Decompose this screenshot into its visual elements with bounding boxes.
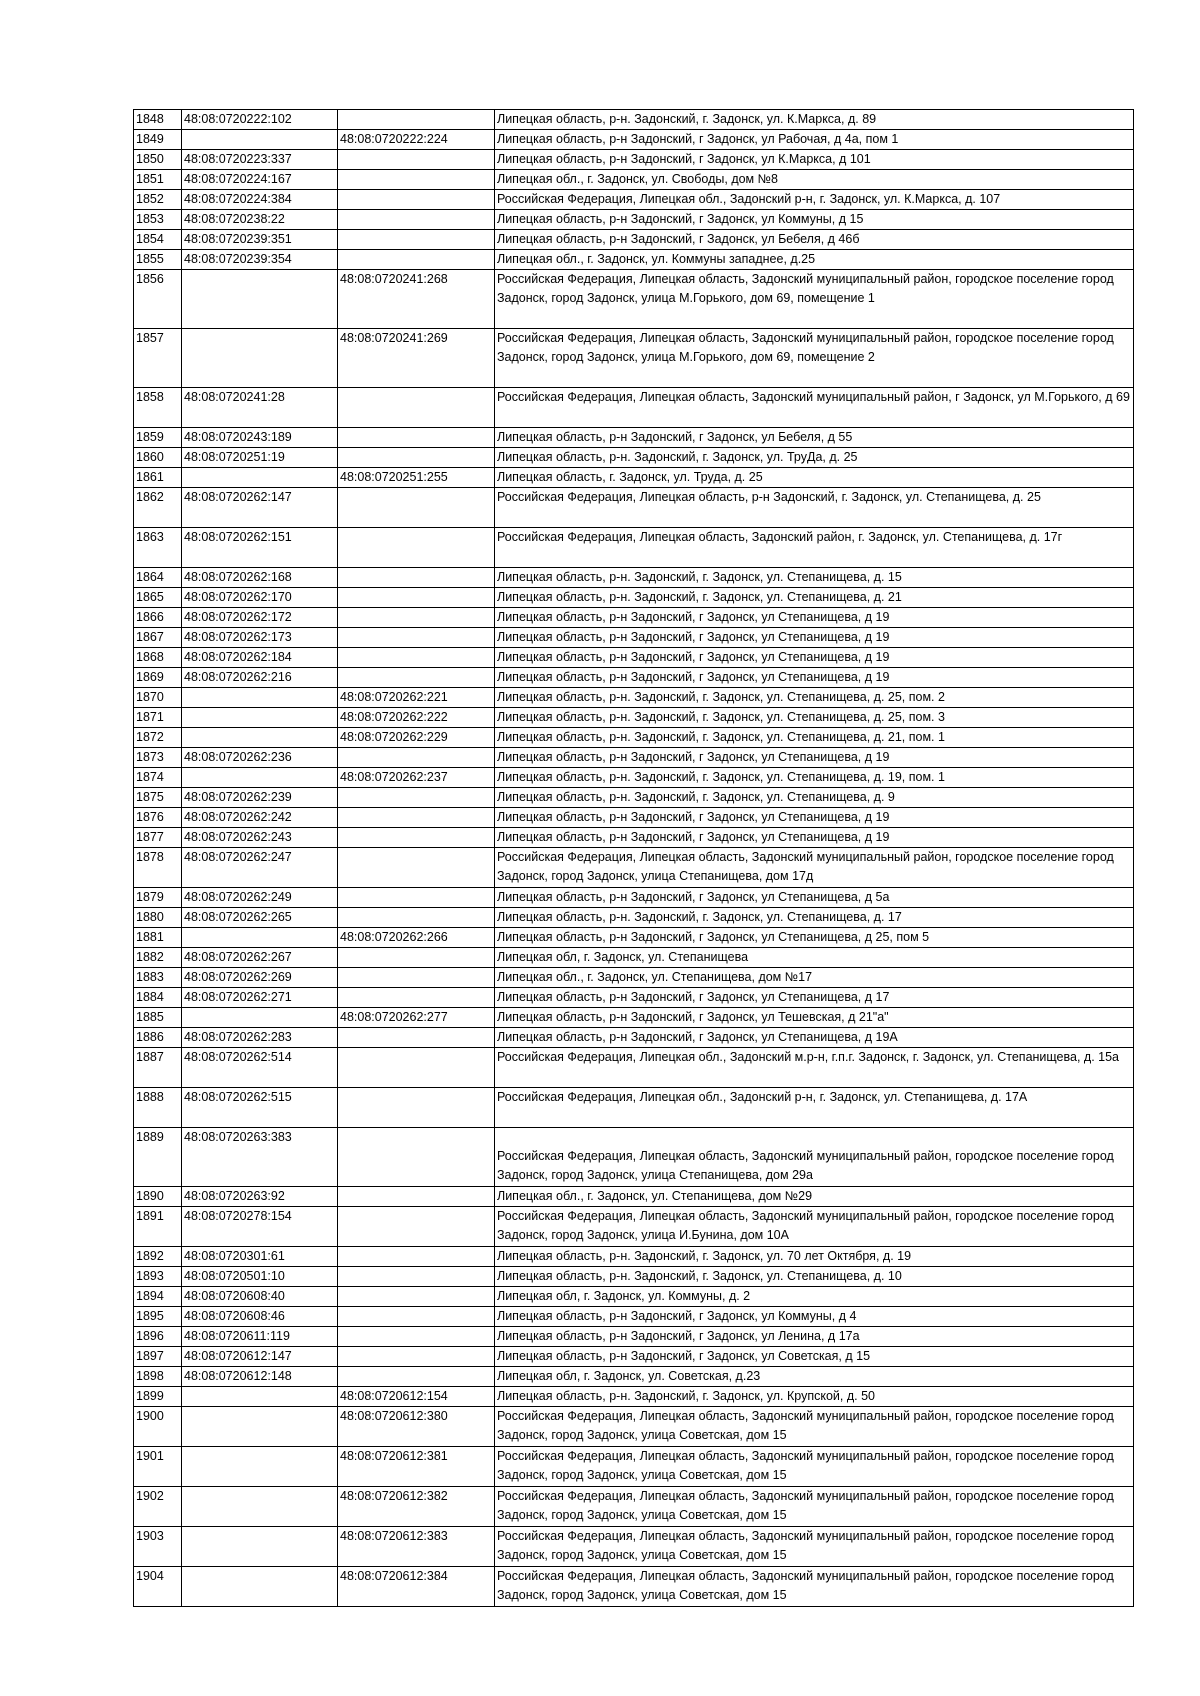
address-cell: Российская Федерация, Липецкая область, Задонский муниципальный район, городское поселение город Задонск, город Задонск, улица М.Горького, дом 69, помещение 1 <box>495 270 1134 329</box>
address-cell: Липецкая область, р-н Задонский, г Задонск, ул Степанищева, д 25, пом 5 <box>495 928 1134 948</box>
cadastral-number-cell: 48:08:0720262:184 <box>182 648 338 668</box>
row-number-cell: 1850 <box>134 150 182 170</box>
premises-cadastral-number-cell <box>338 1287 495 1307</box>
premises-cadastral-number-cell <box>338 968 495 988</box>
row-number-cell: 1865 <box>134 588 182 608</box>
row-number-cell: 1882 <box>134 948 182 968</box>
cadastral-number-cell: 48:08:0720239:351 <box>182 230 338 250</box>
table-row <box>134 1527 1134 1567</box>
premises-cadastral-number-cell: 48:08:0720251:255 <box>338 468 495 488</box>
cadastral-number-cell <box>182 329 338 388</box>
cadastral-number-cell: 48:08:0720224:167 <box>182 170 338 190</box>
cadastral-number-cell <box>182 1567 338 1607</box>
table-row <box>134 388 1134 428</box>
row-number-cell: 1887 <box>134 1048 182 1088</box>
cadastral-number-cell: 48:08:0720262:247 <box>182 848 338 888</box>
row-number-cell: 1848 <box>134 110 182 130</box>
row-number-cell: 1876 <box>134 808 182 828</box>
premises-cadastral-number-cell: 48:08:0720241:269 <box>338 329 495 388</box>
table-row <box>134 648 1134 668</box>
address-cell: Липецкая область, р-н Задонский, г Задонск, ул Коммуны, д 15 <box>495 210 1134 230</box>
row-number-cell: 1886 <box>134 1028 182 1048</box>
address-cell: Российская Федерация, Липецкая область, Задонский муниципальный район, городское поселение город Задонск, город Задонск, улица Советская, дом 15 <box>495 1447 1134 1487</box>
row-number-cell: 1869 <box>134 668 182 688</box>
cadastral-number-cell: 48:08:0720238:22 <box>182 210 338 230</box>
premises-cadastral-number-cell: 48:08:0720612:383 <box>338 1527 495 1567</box>
row-number-cell: 1893 <box>134 1267 182 1287</box>
row-number-cell: 1884 <box>134 988 182 1008</box>
premises-cadastral-number-cell: 48:08:0720262:266 <box>338 928 495 948</box>
cadastral-number-cell: 48:08:0720262:271 <box>182 988 338 1008</box>
row-number-cell: 1873 <box>134 748 182 768</box>
cadastral-number-cell: 48:08:0720301:61 <box>182 1247 338 1267</box>
row-number-cell: 1891 <box>134 1207 182 1247</box>
address-cell: Липецкая область, р-н Задонский, г Задонск, ул Ленина, д 17а <box>495 1327 1134 1347</box>
address-cell: Липецкая область, р-н. Задонский, г. Задонск, ул. Степанищева, д. 21 <box>495 588 1134 608</box>
row-number-cell: 1871 <box>134 708 182 728</box>
premises-cadastral-number-cell <box>338 848 495 888</box>
row-number-cell: 1900 <box>134 1407 182 1447</box>
row-number-cell: 1856 <box>134 270 182 329</box>
table-row <box>134 1347 1134 1367</box>
cadastral-number-cell <box>182 270 338 329</box>
premises-cadastral-number-cell <box>338 668 495 688</box>
cadastral-number-cell: 48:08:0720278:154 <box>182 1207 338 1247</box>
table-row <box>134 668 1134 688</box>
premises-cadastral-number-cell <box>338 1207 495 1247</box>
cadastral-number-cell: 48:08:0720262:242 <box>182 808 338 828</box>
premises-cadastral-number-cell <box>338 1307 495 1327</box>
property-register-table <box>133 109 1134 1607</box>
address-cell: Липецкая обл., г. Задонск, ул. Степанищева, дом №29 <box>495 1187 1134 1207</box>
address-cell: Российская Федерация, Липецкая обл., Задонский р-н, г. Задонск, ул. Степанищева, д. 17А <box>495 1088 1134 1128</box>
address-cell: Липецкая область, р-н. Задонский, г. Задонск, ул. Степанищева, д. 9 <box>495 788 1134 808</box>
table-row <box>134 1567 1134 1607</box>
address-cell: Липецкая область, р-н. Задонский, г. Задонск, ул. Степанищева, д. 21, пом. 1 <box>495 728 1134 748</box>
table-row <box>134 908 1134 928</box>
cadastral-number-cell <box>182 688 338 708</box>
premises-cadastral-number-cell: 48:08:0720262:221 <box>338 688 495 708</box>
address-cell: Липецкая область, р-н Задонский, г Задонск, ул Степанищева, д 19 <box>495 808 1134 828</box>
row-number-cell: 1901 <box>134 1447 182 1487</box>
address-cell: Липецкая область, р-н. Задонский, г. Задонск, ул. Степанищева, д. 10 <box>495 1267 1134 1287</box>
row-number-cell: 1904 <box>134 1567 182 1607</box>
premises-cadastral-number-cell <box>338 1247 495 1267</box>
cadastral-number-cell <box>182 768 338 788</box>
cadastral-number-cell: 48:08:0720262:151 <box>182 528 338 568</box>
cadastral-number-cell <box>182 1447 338 1487</box>
row-number-cell: 1894 <box>134 1287 182 1307</box>
premises-cadastral-number-cell <box>338 428 495 448</box>
cadastral-number-cell: 48:08:0720262:173 <box>182 628 338 648</box>
premises-cadastral-number-cell <box>338 1028 495 1048</box>
cadastral-number-cell: 48:08:0720223:337 <box>182 150 338 170</box>
table-row <box>134 1187 1134 1207</box>
cadastral-number-cell: 48:08:0720263:383 <box>182 1128 338 1187</box>
address-cell: Российская Федерация, Липецкая область, Задонский муниципальный район, городское поселение город Задонск, город Задонск, улица Советская, дом 15 <box>495 1527 1134 1567</box>
premises-cadastral-number-cell <box>338 568 495 588</box>
table-row <box>134 329 1134 388</box>
row-number-cell: 1883 <box>134 968 182 988</box>
address-cell: Липецкая область, р-н. Задонский, г. Задонск, ул. Крупской, д. 50 <box>495 1387 1134 1407</box>
table-body <box>134 110 1134 1607</box>
table-row <box>134 210 1134 230</box>
row-number-cell: 1880 <box>134 908 182 928</box>
cadastral-number-cell: 48:08:0720612:147 <box>182 1347 338 1367</box>
address-cell: Российская Федерация, Липецкая область, р-н Задонский, г. Задонск, ул. Степанищева, д. 25 <box>495 488 1134 528</box>
row-number-cell: 1852 <box>134 190 182 210</box>
cadastral-number-cell: 48:08:0720608:40 <box>182 1287 338 1307</box>
address-cell: Липецкая область, р-н Задонский, г Задонск, ул Коммуны, д 4 <box>495 1307 1134 1327</box>
address-cell: Российская Федерация, Липецкая область, Задонский район, г. Задонск, ул. Степанищева, д. 17г <box>495 528 1134 568</box>
cadastral-number-cell <box>182 1008 338 1028</box>
table-row <box>134 428 1134 448</box>
row-number-cell: 1896 <box>134 1327 182 1347</box>
row-number-cell: 1862 <box>134 488 182 528</box>
table-row <box>134 468 1134 488</box>
address-cell: Российская Федерация, Липецкая область, Задонский муниципальный район, городское поселение город Задонск, город Задонск, улица Советская, дом 15 <box>495 1567 1134 1607</box>
address-cell: Липецкая область, р-н Задонский, г Задонск, ул Бебеля, д 55 <box>495 428 1134 448</box>
address-cell: Липецкая область, р-н. Задонский, г. Задонск, ул. Степанищева, д. 25, пом. 3 <box>495 708 1134 728</box>
cadastral-number-cell: 48:08:0720239:354 <box>182 250 338 270</box>
cadastral-number-cell: 48:08:0720611:119 <box>182 1327 338 1347</box>
address-cell: Липецкая область, г. Задонск, ул. Труда, д. 25 <box>495 468 1134 488</box>
address-cell: Липецкая область, р-н Задонский, г Задонск, ул Степанищева, д 19А <box>495 1028 1134 1048</box>
table-row <box>134 270 1134 329</box>
premises-cadastral-number-cell <box>338 948 495 968</box>
row-number-cell: 1859 <box>134 428 182 448</box>
premises-cadastral-number-cell <box>338 150 495 170</box>
table-row <box>134 1387 1134 1407</box>
table-row <box>134 1367 1134 1387</box>
table-row <box>134 728 1134 748</box>
premises-cadastral-number-cell <box>338 1128 495 1187</box>
address-cell: Российская Федерация, Липецкая обл., Задонский р-н, г. Задонск, ул. К.Маркса, д. 107 <box>495 190 1134 210</box>
table-row <box>134 768 1134 788</box>
address-cell: Липецкая область, р-н Задонский, г Задонск, ул Бебеля, д 46б <box>495 230 1134 250</box>
cadastral-number-cell: 48:08:0720262:172 <box>182 608 338 628</box>
cadastral-number-cell: 48:08:0720262:269 <box>182 968 338 988</box>
address-cell: Российская Федерация, Липецкая обл., Задонский м.р-н, г.п.г. Задонск, г. Задонск, ул. Степанищева, д. 15а <box>495 1048 1134 1088</box>
address-cell: Липецкая область, р-н Задонский, г Задонск, ул Рабочая, д 4а, пом 1 <box>495 130 1134 150</box>
address-cell: Российская Федерация, Липецкая область, Задонский муниципальный район, городское поселение город Задонск, город Задонск, улица М.Горького, дом 69, помещение 2 <box>495 329 1134 388</box>
premises-cadastral-number-cell <box>338 808 495 828</box>
table-row <box>134 588 1134 608</box>
row-number-cell: 1889 <box>134 1128 182 1187</box>
cadastral-number-cell: 48:08:0720501:10 <box>182 1267 338 1287</box>
table-row <box>134 688 1134 708</box>
address-cell: Липецкая обл, г. Задонск, ул. Советская, д.23 <box>495 1367 1134 1387</box>
table-row <box>134 1247 1134 1267</box>
row-number-cell: 1854 <box>134 230 182 250</box>
address-cell: Российская Федерация, Липецкая область, Задонский муниципальный район, городское поселение город Задонск, город Задонск, улица Советская, дом 15 <box>495 1407 1134 1447</box>
row-number-cell: 1867 <box>134 628 182 648</box>
premises-cadastral-number-cell <box>338 608 495 628</box>
row-number-cell: 1864 <box>134 568 182 588</box>
cadastral-number-cell: 48:08:0720262:236 <box>182 748 338 768</box>
table-row <box>134 488 1134 528</box>
premises-cadastral-number-cell <box>338 170 495 190</box>
row-number-cell: 1895 <box>134 1307 182 1327</box>
cadastral-number-cell <box>182 1407 338 1447</box>
premises-cadastral-number-cell <box>338 388 495 428</box>
row-number-cell: 1874 <box>134 768 182 788</box>
cadastral-number-cell: 48:08:0720608:46 <box>182 1307 338 1327</box>
premises-cadastral-number-cell <box>338 888 495 908</box>
table-row <box>134 1307 1134 1327</box>
table-row <box>134 1267 1134 1287</box>
cadastral-number-cell <box>182 928 338 948</box>
row-number-cell: 1866 <box>134 608 182 628</box>
address-cell: Российская Федерация, Липецкая область, Задонский муниципальный район, городское поселение город Задонск, город Задонск, улица И.Бунина, дом 10А <box>495 1207 1134 1247</box>
premises-cadastral-number-cell <box>338 748 495 768</box>
table-row <box>134 110 1134 130</box>
cadastral-number-cell <box>182 1527 338 1567</box>
cadastral-number-cell: 48:08:0720262:515 <box>182 1088 338 1128</box>
cadastral-number-cell: 48:08:0720224:384 <box>182 190 338 210</box>
table-row <box>134 788 1134 808</box>
premises-cadastral-number-cell <box>338 528 495 568</box>
row-number-cell: 1903 <box>134 1527 182 1567</box>
cadastral-number-cell: 48:08:0720263:92 <box>182 1187 338 1207</box>
premises-cadastral-number-cell: 48:08:0720262:237 <box>338 768 495 788</box>
premises-cadastral-number-cell <box>338 110 495 130</box>
premises-cadastral-number-cell <box>338 908 495 928</box>
row-number-cell: 1855 <box>134 250 182 270</box>
address-cell: Липецкая область, р-н. Задонский, г. Задонск, ул. Степанищева, д. 17 <box>495 908 1134 928</box>
cadastral-number-cell: 48:08:0720262:283 <box>182 1028 338 1048</box>
address-cell: Липецкая обл, г. Задонск, ул. Коммуны, д. 2 <box>495 1287 1134 1307</box>
premises-cadastral-number-cell <box>338 1187 495 1207</box>
cadastral-number-cell: 48:08:0720262:147 <box>182 488 338 528</box>
cadastral-number-cell: 48:08:0720262:239 <box>182 788 338 808</box>
table-row <box>134 628 1134 648</box>
cadastral-number-cell <box>182 728 338 748</box>
premises-cadastral-number-cell: 48:08:0720612:382 <box>338 1487 495 1527</box>
address-cell: Российская Федерация, Липецкая область, Задонский муниципальный район, городское поселение город Задонск, город Задонск, улица Степанищева, дом 17д <box>495 848 1134 888</box>
address-cell: Липецкая область, р-н Задонский, г Задонск, ул Степанищева, д 19 <box>495 608 1134 628</box>
premises-cadastral-number-cell <box>338 988 495 1008</box>
table-row <box>134 1128 1134 1187</box>
row-number-cell: 1860 <box>134 448 182 468</box>
table-row <box>134 948 1134 968</box>
row-number-cell: 1881 <box>134 928 182 948</box>
premises-cadastral-number-cell: 48:08:0720262:277 <box>338 1008 495 1028</box>
address-cell: Липецкая область, р-н. Задонский, г. Задонск, ул. Степанищева, д. 19, пом. 1 <box>495 768 1134 788</box>
table-row <box>134 1447 1134 1487</box>
row-number-cell: 1849 <box>134 130 182 150</box>
premises-cadastral-number-cell <box>338 448 495 468</box>
address-cell: Липецкая обл., г. Задонск, ул. Коммуны западнее, д.25 <box>495 250 1134 270</box>
premises-cadastral-number-cell: 48:08:0720222:224 <box>338 130 495 150</box>
table-row <box>134 808 1134 828</box>
table-row <box>134 988 1134 1008</box>
cadastral-number-cell <box>182 1387 338 1407</box>
row-number-cell: 1875 <box>134 788 182 808</box>
row-number-cell: 1890 <box>134 1187 182 1207</box>
table-row <box>134 1287 1134 1307</box>
address-cell: Липецкая область, р-н. Задонский, г. Задонск, ул. Степанищева, д. 25, пом. 2 <box>495 688 1134 708</box>
row-number-cell: 1870 <box>134 688 182 708</box>
address-cell: Липецкая область, р-н Задонский, г Задонск, ул Степанищева, д 19 <box>495 668 1134 688</box>
premises-cadastral-number-cell <box>338 1088 495 1128</box>
document-page <box>133 109 1133 1607</box>
row-number-cell: 1857 <box>134 329 182 388</box>
cadastral-number-cell: 48:08:0720612:148 <box>182 1367 338 1387</box>
premises-cadastral-number-cell <box>338 588 495 608</box>
premises-cadastral-number-cell <box>338 190 495 210</box>
table-row <box>134 1327 1134 1347</box>
cadastral-number-cell: 48:08:0720262:514 <box>182 1048 338 1088</box>
premises-cadastral-number-cell: 48:08:0720262:229 <box>338 728 495 748</box>
row-number-cell: 1902 <box>134 1487 182 1527</box>
address-cell: Российская Федерация, Липецкая область, Задонский муниципальный район, г Задонск, ул М.Горького, д 69 <box>495 388 1134 428</box>
cadastral-number-cell: 48:08:0720262:168 <box>182 568 338 588</box>
cadastral-number-cell <box>182 130 338 150</box>
table-row <box>134 448 1134 468</box>
address-cell: Липецкая область, р-н Задонский, г Задонск, ул К.Маркса, д 101 <box>495 150 1134 170</box>
row-number-cell: 1853 <box>134 210 182 230</box>
address-cell: Российская Федерация, Липецкая область, Задонский муниципальный район, городское поселение город Задонск, город Задонск, улица Советская, дом 15 <box>495 1487 1134 1527</box>
row-number-cell: 1879 <box>134 888 182 908</box>
address-cell: Липецкая область, р-н Задонский, г Задонск, ул Степанищева, д 19 <box>495 828 1134 848</box>
premises-cadastral-number-cell: 48:08:0720262:222 <box>338 708 495 728</box>
table-row <box>134 528 1134 568</box>
table-row <box>134 1487 1134 1527</box>
cadastral-number-cell: 48:08:0720241:28 <box>182 388 338 428</box>
premises-cadastral-number-cell <box>338 1267 495 1287</box>
premises-cadastral-number-cell: 48:08:0720612:381 <box>338 1447 495 1487</box>
table-row <box>134 1207 1134 1247</box>
table-row <box>134 190 1134 210</box>
row-number-cell: 1898 <box>134 1367 182 1387</box>
premises-cadastral-number-cell: 48:08:0720612:384 <box>338 1567 495 1607</box>
cadastral-number-cell <box>182 1487 338 1527</box>
premises-cadastral-number-cell <box>338 488 495 528</box>
table-row <box>134 748 1134 768</box>
row-number-cell: 1892 <box>134 1247 182 1267</box>
table-row <box>134 150 1134 170</box>
table-row <box>134 608 1134 628</box>
row-number-cell: 1899 <box>134 1387 182 1407</box>
address-cell: Липецкая обл, г. Задонск, ул. Степанищева <box>495 948 1134 968</box>
table-row <box>134 230 1134 250</box>
table-row <box>134 888 1134 908</box>
table-row <box>134 1407 1134 1447</box>
premises-cadastral-number-cell <box>338 648 495 668</box>
row-number-cell: 1858 <box>134 388 182 428</box>
row-number-cell: 1863 <box>134 528 182 568</box>
table-row <box>134 170 1134 190</box>
address-cell: Липецкая область, р-н. Задонский, г. Задонск, ул. К.Маркса, д. 89 <box>495 110 1134 130</box>
table-row <box>134 250 1134 270</box>
row-number-cell: 1868 <box>134 648 182 668</box>
premises-cadastral-number-cell <box>338 1327 495 1347</box>
premises-cadastral-number-cell <box>338 1367 495 1387</box>
cadastral-number-cell: 48:08:0720262:267 <box>182 948 338 968</box>
address-cell: Российская Федерация, Липецкая область, Задонский муниципальный район, городское поселение город Задонск, город Задонск, улица Степанищева, дом 29а <box>495 1128 1134 1187</box>
cadastral-number-cell: 48:08:0720262:216 <box>182 668 338 688</box>
table-row <box>134 1088 1134 1128</box>
address-cell: Липецкая область, р-н. Задонский, г. Задонск, ул. ТруДа, д. 25 <box>495 448 1134 468</box>
premises-cadastral-number-cell <box>338 1347 495 1367</box>
row-number-cell: 1877 <box>134 828 182 848</box>
premises-cadastral-number-cell <box>338 230 495 250</box>
premises-cadastral-number-cell <box>338 250 495 270</box>
table-row <box>134 1008 1134 1028</box>
cadastral-number-cell <box>182 468 338 488</box>
address-cell: Липецкая область, р-н Задонский, г Задонск, ул Степанищева, д 5а <box>495 888 1134 908</box>
row-number-cell: 1897 <box>134 1347 182 1367</box>
address-cell: Липецкая область, р-н Задонский, г Задонск, ул Степанищева, д 19 <box>495 748 1134 768</box>
table-row <box>134 928 1134 948</box>
cadastral-number-cell: 48:08:0720262:265 <box>182 908 338 928</box>
cadastral-number-cell: 48:08:0720262:243 <box>182 828 338 848</box>
premises-cadastral-number-cell: 48:08:0720241:268 <box>338 270 495 329</box>
address-cell: Липецкая обл., г. Задонск, ул. Свободы, дом №8 <box>495 170 1134 190</box>
row-number-cell: 1851 <box>134 170 182 190</box>
table-row <box>134 708 1134 728</box>
row-number-cell: 1885 <box>134 1008 182 1028</box>
address-cell: Липецкая область, р-н Задонский, г Задонск, ул Степанищева, д 17 <box>495 988 1134 1008</box>
address-cell: Липецкая область, р-н Задонский, г Задонск, ул Степанищева, д 19 <box>495 628 1134 648</box>
cadastral-number-cell: 48:08:0720251:19 <box>182 448 338 468</box>
cadastral-number-cell <box>182 708 338 728</box>
row-number-cell: 1861 <box>134 468 182 488</box>
premises-cadastral-number-cell <box>338 788 495 808</box>
table-row <box>134 1048 1134 1088</box>
row-number-cell: 1872 <box>134 728 182 748</box>
address-cell: Липецкая область, р-н. Задонский, г. Задонск, ул. Степанищева, д. 15 <box>495 568 1134 588</box>
premises-cadastral-number-cell <box>338 1048 495 1088</box>
table-row <box>134 568 1134 588</box>
address-cell: Липецкая область, р-н Задонский, г Задонск, ул Степанищева, д 19 <box>495 648 1134 668</box>
cadastral-number-cell: 48:08:0720222:102 <box>182 110 338 130</box>
row-number-cell: 1888 <box>134 1088 182 1128</box>
table-row <box>134 130 1134 150</box>
cadastral-number-cell: 48:08:0720243:189 <box>182 428 338 448</box>
premises-cadastral-number-cell <box>338 628 495 648</box>
address-cell: Липецкая область, р-н Задонский, г Задонск, ул Тешевская, д 21"а" <box>495 1008 1134 1028</box>
row-number-cell: 1878 <box>134 848 182 888</box>
address-cell: Липецкая область, р-н. Задонский, г. Задонск, ул. 70 лет Октября, д. 19 <box>495 1247 1134 1267</box>
cadastral-number-cell: 48:08:0720262:249 <box>182 888 338 908</box>
premises-cadastral-number-cell: 48:08:0720612:380 <box>338 1407 495 1447</box>
cadastral-number-cell: 48:08:0720262:170 <box>182 588 338 608</box>
table-row <box>134 1028 1134 1048</box>
premises-cadastral-number-cell <box>338 828 495 848</box>
address-cell: Липецкая обл., г. Задонск, ул. Степанищева, дом №17 <box>495 968 1134 988</box>
address-cell: Липецкая область, р-н Задонский, г Задонск, ул Советская, д 15 <box>495 1347 1134 1367</box>
table-row <box>134 968 1134 988</box>
table-row <box>134 848 1134 888</box>
premises-cadastral-number-cell <box>338 210 495 230</box>
table-row <box>134 828 1134 848</box>
premises-cadastral-number-cell: 48:08:0720612:154 <box>338 1387 495 1407</box>
